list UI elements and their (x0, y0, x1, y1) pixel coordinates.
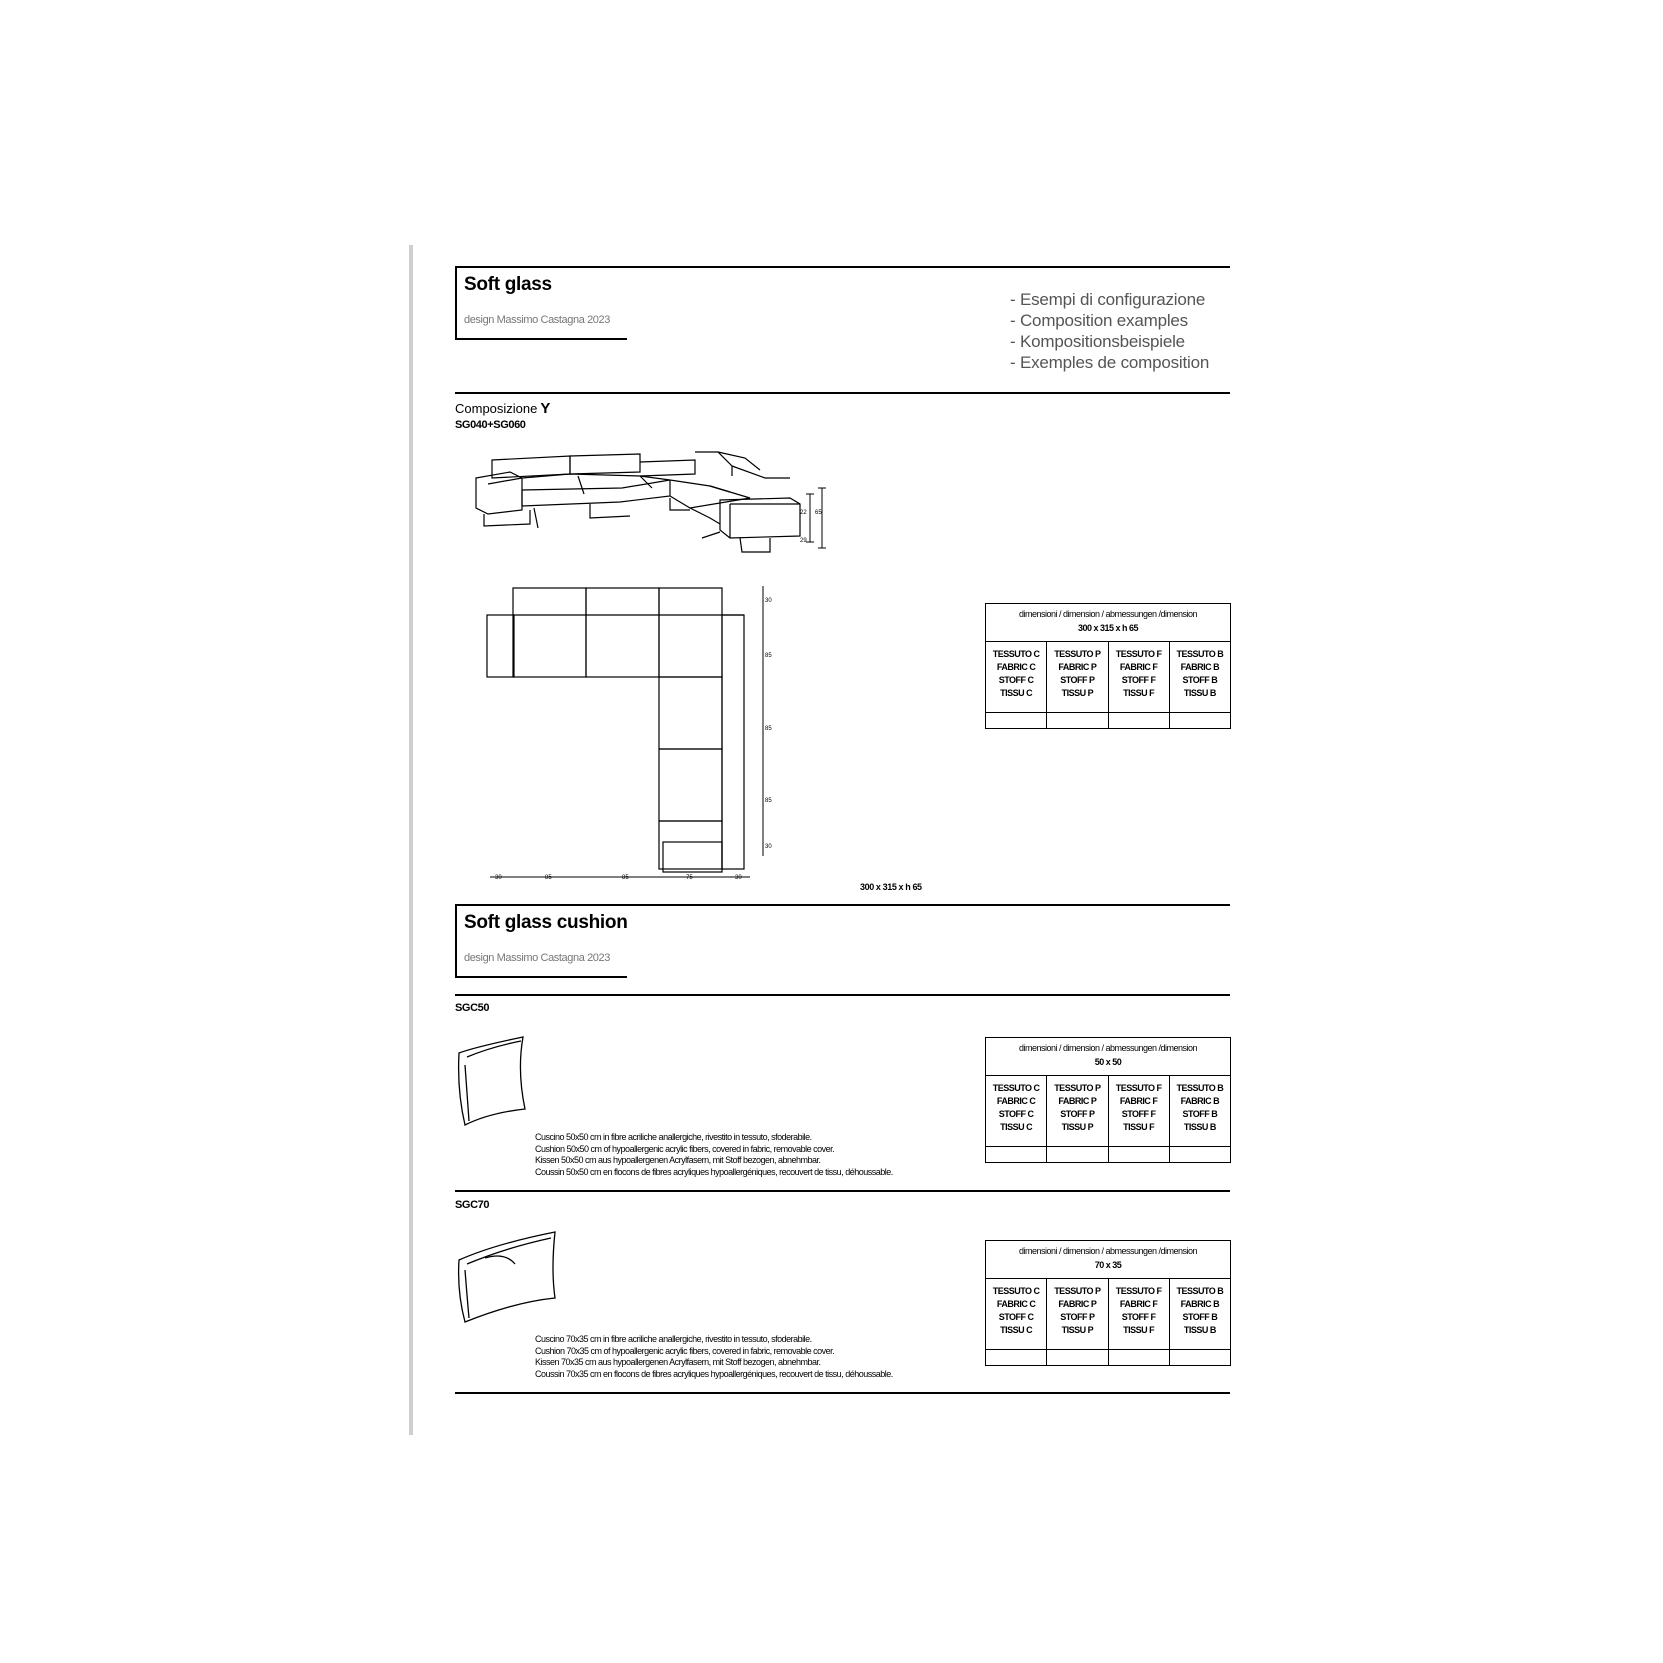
section-title: Soft glass cushion (464, 912, 628, 933)
price-cell (1047, 713, 1108, 729)
dim-label: 30 (735, 875, 742, 881)
designer-credit: design Massimo Castagna 2023 (464, 952, 610, 964)
price-cell (1108, 713, 1169, 729)
fabric-cell: TESSUTO C FABRIC C STOFF C TISSU C (986, 1279, 1047, 1350)
cushion-title-box (455, 904, 1230, 976)
price-cell (986, 1350, 1047, 1366)
dimension-table (985, 1240, 1231, 1366)
product-description: Cuscino 70x35 cm in fibre acriliche anallergiche, rivestito in tessuto, sfoderabile. Cushion 70x35 cm of hypoallergenic acrylic fibers, covered in fabric, removable cover. Kissen 70x35 cm aus hypoallergenen Acrylfasern, mit Stoff bezogen, abnehmbar. Coussin 70x35 cm en flocons de fibres acryliques hypoallergéniques, recouvert de tissu, déhoussable. (535, 1334, 893, 1379)
divider (455, 1190, 1230, 1192)
dimension-size: 70 x 35 (1094, 1260, 1122, 1270)
divider (455, 994, 1230, 996)
sofa-plan-drawing (480, 580, 780, 890)
sofa-perspective-drawing (470, 448, 830, 560)
dimension-size: 50 x 50 (1094, 1057, 1122, 1067)
dim-label: 75 (686, 875, 693, 881)
fabric-cell: TESSUTO F FABRIC F STOFF F TISSU F (1108, 642, 1169, 713)
price-cell (1108, 1147, 1169, 1163)
dim-label: 85 (765, 798, 772, 804)
fabric-cell: TESSUTO C FABRIC C STOFF C TISSU C (986, 642, 1047, 713)
price-cell (1169, 713, 1230, 729)
fabric-cell: TESSUTO F FABRIC F STOFF F TISSU F (1108, 1279, 1169, 1350)
divider (455, 1392, 1230, 1394)
page-margin-line (409, 245, 413, 1435)
price-cell (1047, 1147, 1108, 1163)
configuration-languages (1010, 289, 1209, 373)
fabric-cell: TESSUTO B FABRIC B STOFF B TISSU B (1169, 1279, 1230, 1350)
price-cell (986, 713, 1047, 729)
price-cell (1169, 1147, 1230, 1163)
dimension-table-header: dimensioni / dimension / abmessungen /dimension 300 x 315 x h 65 (986, 604, 1231, 642)
cushion-rectangular-drawing (455, 1230, 560, 1325)
divider (455, 392, 1230, 394)
dimension-table-header: dimensioni / dimension / abmessungen /dimension 50 x 50 (986, 1038, 1231, 1076)
composition-letter: Y (540, 400, 551, 417)
fabric-cell: TESSUTO P FABRIC P STOFF P TISSU P (1047, 642, 1108, 713)
config-label-it: - Esempi di configurazione (1010, 290, 1206, 309)
price-cell (1169, 1350, 1230, 1366)
dim-label: 30 (765, 598, 772, 604)
size-caption: 300 x 315 x h 65 (860, 882, 922, 892)
price-cell (1047, 1350, 1108, 1366)
composition-code: SG040+SG060 (455, 419, 526, 431)
config-label-fr: - Exemples de composition (1010, 353, 1210, 372)
section-title: Soft glass (464, 274, 552, 295)
designer-credit: design Massimo Castagna 2023 (464, 314, 610, 326)
dim-label: 30 (765, 844, 772, 850)
fabric-cell: TESSUTO P FABRIC P STOFF P TISSU P (1047, 1076, 1108, 1147)
composition-label: Composizione Y (455, 400, 551, 417)
price-cell (986, 1147, 1047, 1163)
dim-label: 30 (495, 875, 502, 881)
dim-label: 85 (765, 653, 772, 659)
config-label-de: - Kompositionsbeispiele (1010, 332, 1185, 351)
dimension-table (985, 1037, 1231, 1163)
price-cell (1108, 1350, 1169, 1366)
dim-label: 29 (800, 538, 807, 544)
fabric-cell: TESSUTO B FABRIC B STOFF B TISSU B (1169, 1076, 1230, 1147)
fabric-cell: TESSUTO F FABRIC F STOFF F TISSU F (1108, 1076, 1169, 1147)
product-code: SGC70 (455, 1199, 490, 1211)
dim-label: 85 (545, 875, 552, 881)
dim-label: 65 (815, 510, 822, 516)
fabric-cell: TESSUTO P FABRIC P STOFF P TISSU P (1047, 1279, 1108, 1350)
dim-label: 85 (622, 875, 629, 881)
dimension-table (985, 603, 1231, 729)
dimension-size: 300 x 315 x h 65 (1077, 623, 1139, 633)
cushion-square-drawing (455, 1035, 535, 1130)
config-label-en: - Composition examples (1010, 311, 1188, 330)
dimension-table-header: dimensioni / dimension / abmessungen /dimension 70 x 35 (986, 1241, 1231, 1279)
fabric-cell: TESSUTO C FABRIC C STOFF C TISSU C (986, 1076, 1047, 1147)
product-code: SGC50 (455, 1002, 490, 1014)
dim-label: 22 (800, 510, 807, 516)
product-description: Cuscino 50x50 cm in fibre acriliche anallergiche, rivestito in tessuto, sfoderabile. Cushion 50x50 cm of hypoallergenic acrylic fibers, covered in fabric, removable cover. Kissen 50x50 cm aus hypoallergenen Acrylfasern, mit Stoff bezogen, abnehmbar. Coussin 50x50 cm en flocons de fibres acryliques hypoallergéniques, recouvert de tissu, déhoussable. (535, 1132, 893, 1177)
fabric-cell: TESSUTO B FABRIC B STOFF B TISSU B (1169, 642, 1230, 713)
dim-label: 85 (765, 726, 772, 732)
